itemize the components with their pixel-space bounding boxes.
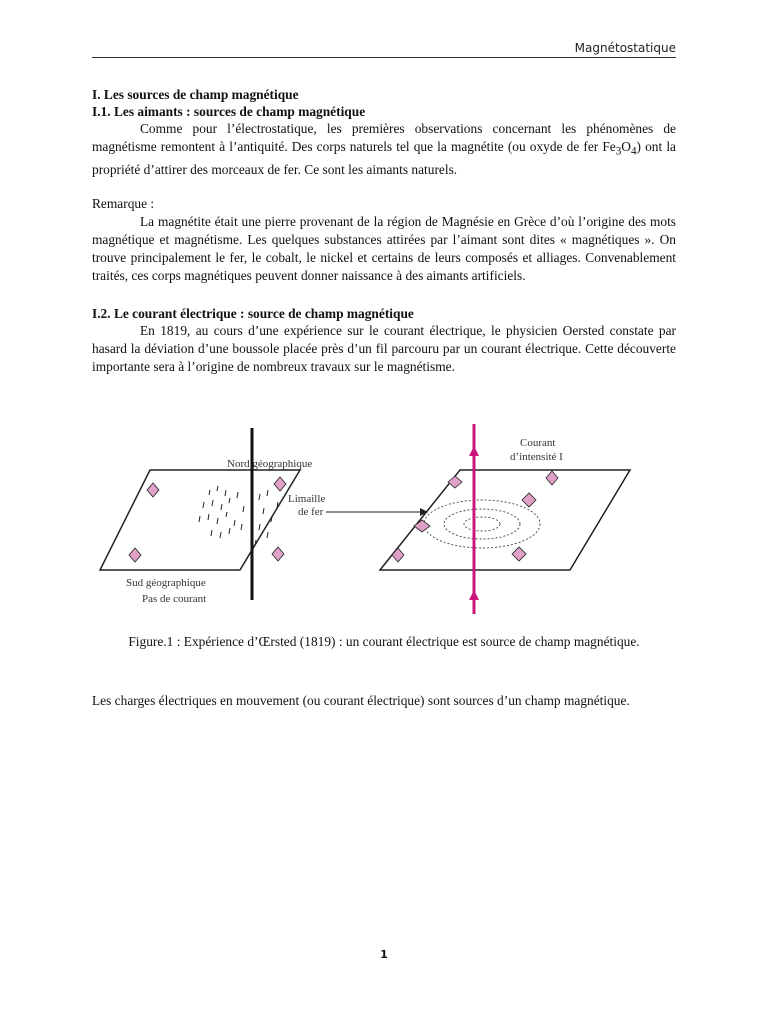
subsection-title-aimants: I.1. Les aimants : sources de champ magnétique [92,104,366,119]
header-title: Magnétostatique [574,41,676,55]
page-number: 1 [380,948,388,961]
label-limaille-2: de fer [298,506,324,518]
label-limaille-1: Limaille [288,493,326,505]
field-lines [424,500,540,548]
iron-filings [199,486,278,546]
remark-label: Remarque : [92,195,155,211]
conclusion-paragraph: Les charges électriques en mouvement (ou courant électrique) sont sources d’un champ magnétique. [92,693,630,708]
label-pas-courant: Pas de courant [142,593,207,605]
left-compasses [129,477,286,562]
header-rule [92,57,676,58]
right-plane [380,470,630,570]
subsection-title-courant: I.2. Le courant électrique : source de champ magnétique [92,305,414,321]
remark-paragraph: La magnétite était une pierre provenant de la région de Magnésie en Grèce d’où l’origine des mots magnétique et magnétisme. Les quelques substances attirées par l’aimant sont dites « magnétiques ». On trouve principalement le fer, le cobalt, le nickel et certains de leurs composés et alliages. Convenablement traités, ces corps magnétiques peuvent donner naissance à des aimants artificiels. [92,213,676,283]
current-arrow-bottom [469,590,479,600]
main-content [92,86,676,376]
paragraph-oersted: En 1819, au cours d’une expérience sur le courant électrique, le physicien Oersted constate par hasard la déviation d’une boussole placée près d’un fil parcouru par un courant électrique. Cette découverte importante sera à l’origine de nombreux travaux sur le magnétisme. [92,322,676,374]
current-arrow-top [469,446,479,456]
oersted-figure [92,420,676,620]
label-nord: Nord géographique [227,458,313,470]
figure-caption: Figure.1 : Expérience d’Œrsted (1819) : un courant électrique est source de champ magnétique. [128,634,640,649]
label-courant-1: Courant [520,437,556,449]
label-sud: Sud géographique [126,577,206,589]
section-title: I. Les sources de champ magnétique [92,87,299,102]
paragraph-aimants: Comme pour l’électrostatique, les premières observations concernant les phénomènes de magnétisme remontent à l’antiquité. Des corps naturels tel que la magnétite (ou oxyde de fer $Fe_3O_4$) ont la propriété d’attirer des morceaux de fer. Ce sont les aimants naturels. [92,121,676,177]
label-courant-2: d’intensité I [510,451,563,463]
